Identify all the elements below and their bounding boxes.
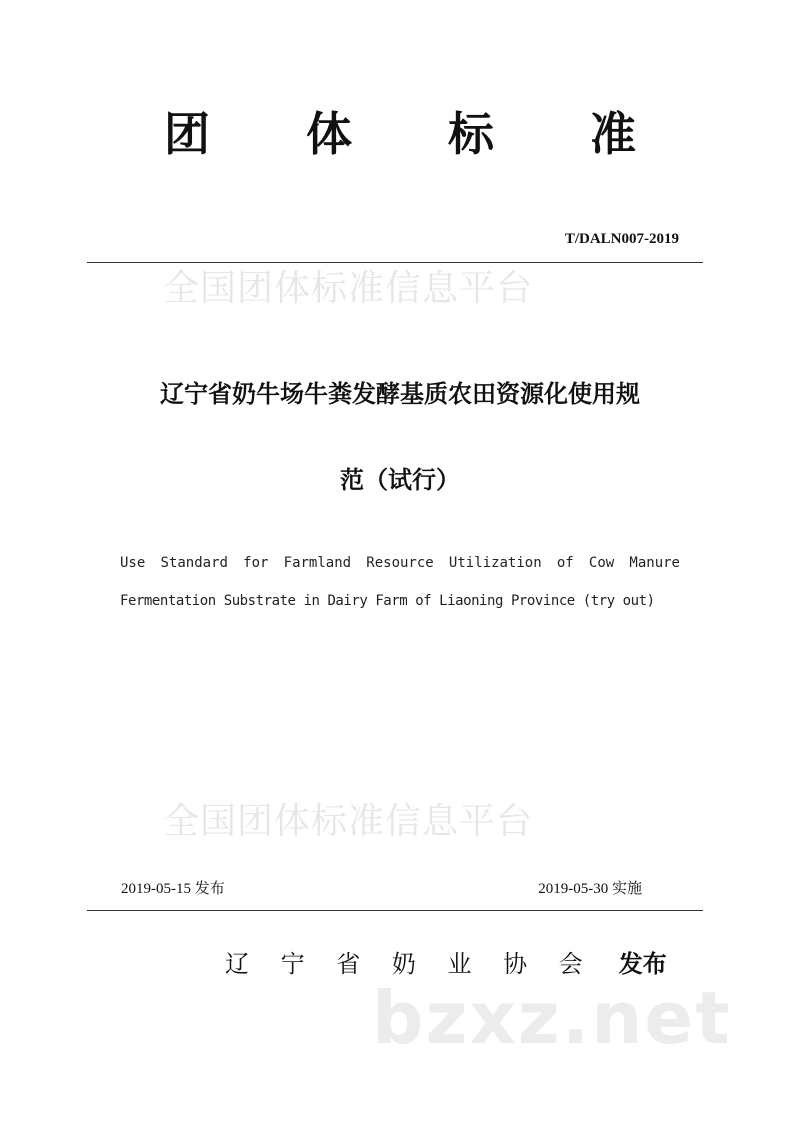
english-title-word: for	[243, 555, 269, 571]
english-title-word: of	[556, 555, 574, 571]
english-title-line-2: Fermentation Substrate in Dairy Farm of Liaoning Province (try out)	[120, 593, 655, 609]
publish-action: 发布	[618, 950, 667, 978]
site-watermark: bzxz.net	[372, 976, 732, 1060]
standard-number: T/DALN007-2019	[564, 231, 679, 247]
bottom-divider	[87, 910, 703, 911]
publisher-organization: 辽 宁 省 奶 业 协 会	[225, 950, 595, 978]
english-title-line-1	[120, 555, 680, 571]
implementation-date: 2019-05-30 实施	[538, 881, 642, 897]
document-type-title: 团 体 标 准	[163, 107, 677, 161]
issue-date: 2019-05-15 发布	[121, 881, 225, 897]
chinese-title-line-1: 辽宁省奶牛场牛粪发酵基质农田资源化使用规	[160, 380, 640, 408]
english-title-word: Standard	[160, 555, 228, 571]
chinese-title-line-2: 范（试行）	[340, 466, 460, 494]
english-title-word: Manure	[629, 555, 680, 571]
english-title-word: Cow	[588, 555, 615, 571]
english-title-word: Utilization	[448, 555, 542, 571]
english-title-word: Use	[120, 555, 146, 571]
platform-watermark-bottom: 全国团体标准信息平台	[163, 801, 534, 842]
english-title-word: Resource	[366, 555, 434, 571]
english-title-word: Farmland	[283, 555, 352, 571]
platform-watermark-top: 全国团体标准信息平台	[163, 268, 534, 309]
publisher-line	[225, 944, 667, 979]
